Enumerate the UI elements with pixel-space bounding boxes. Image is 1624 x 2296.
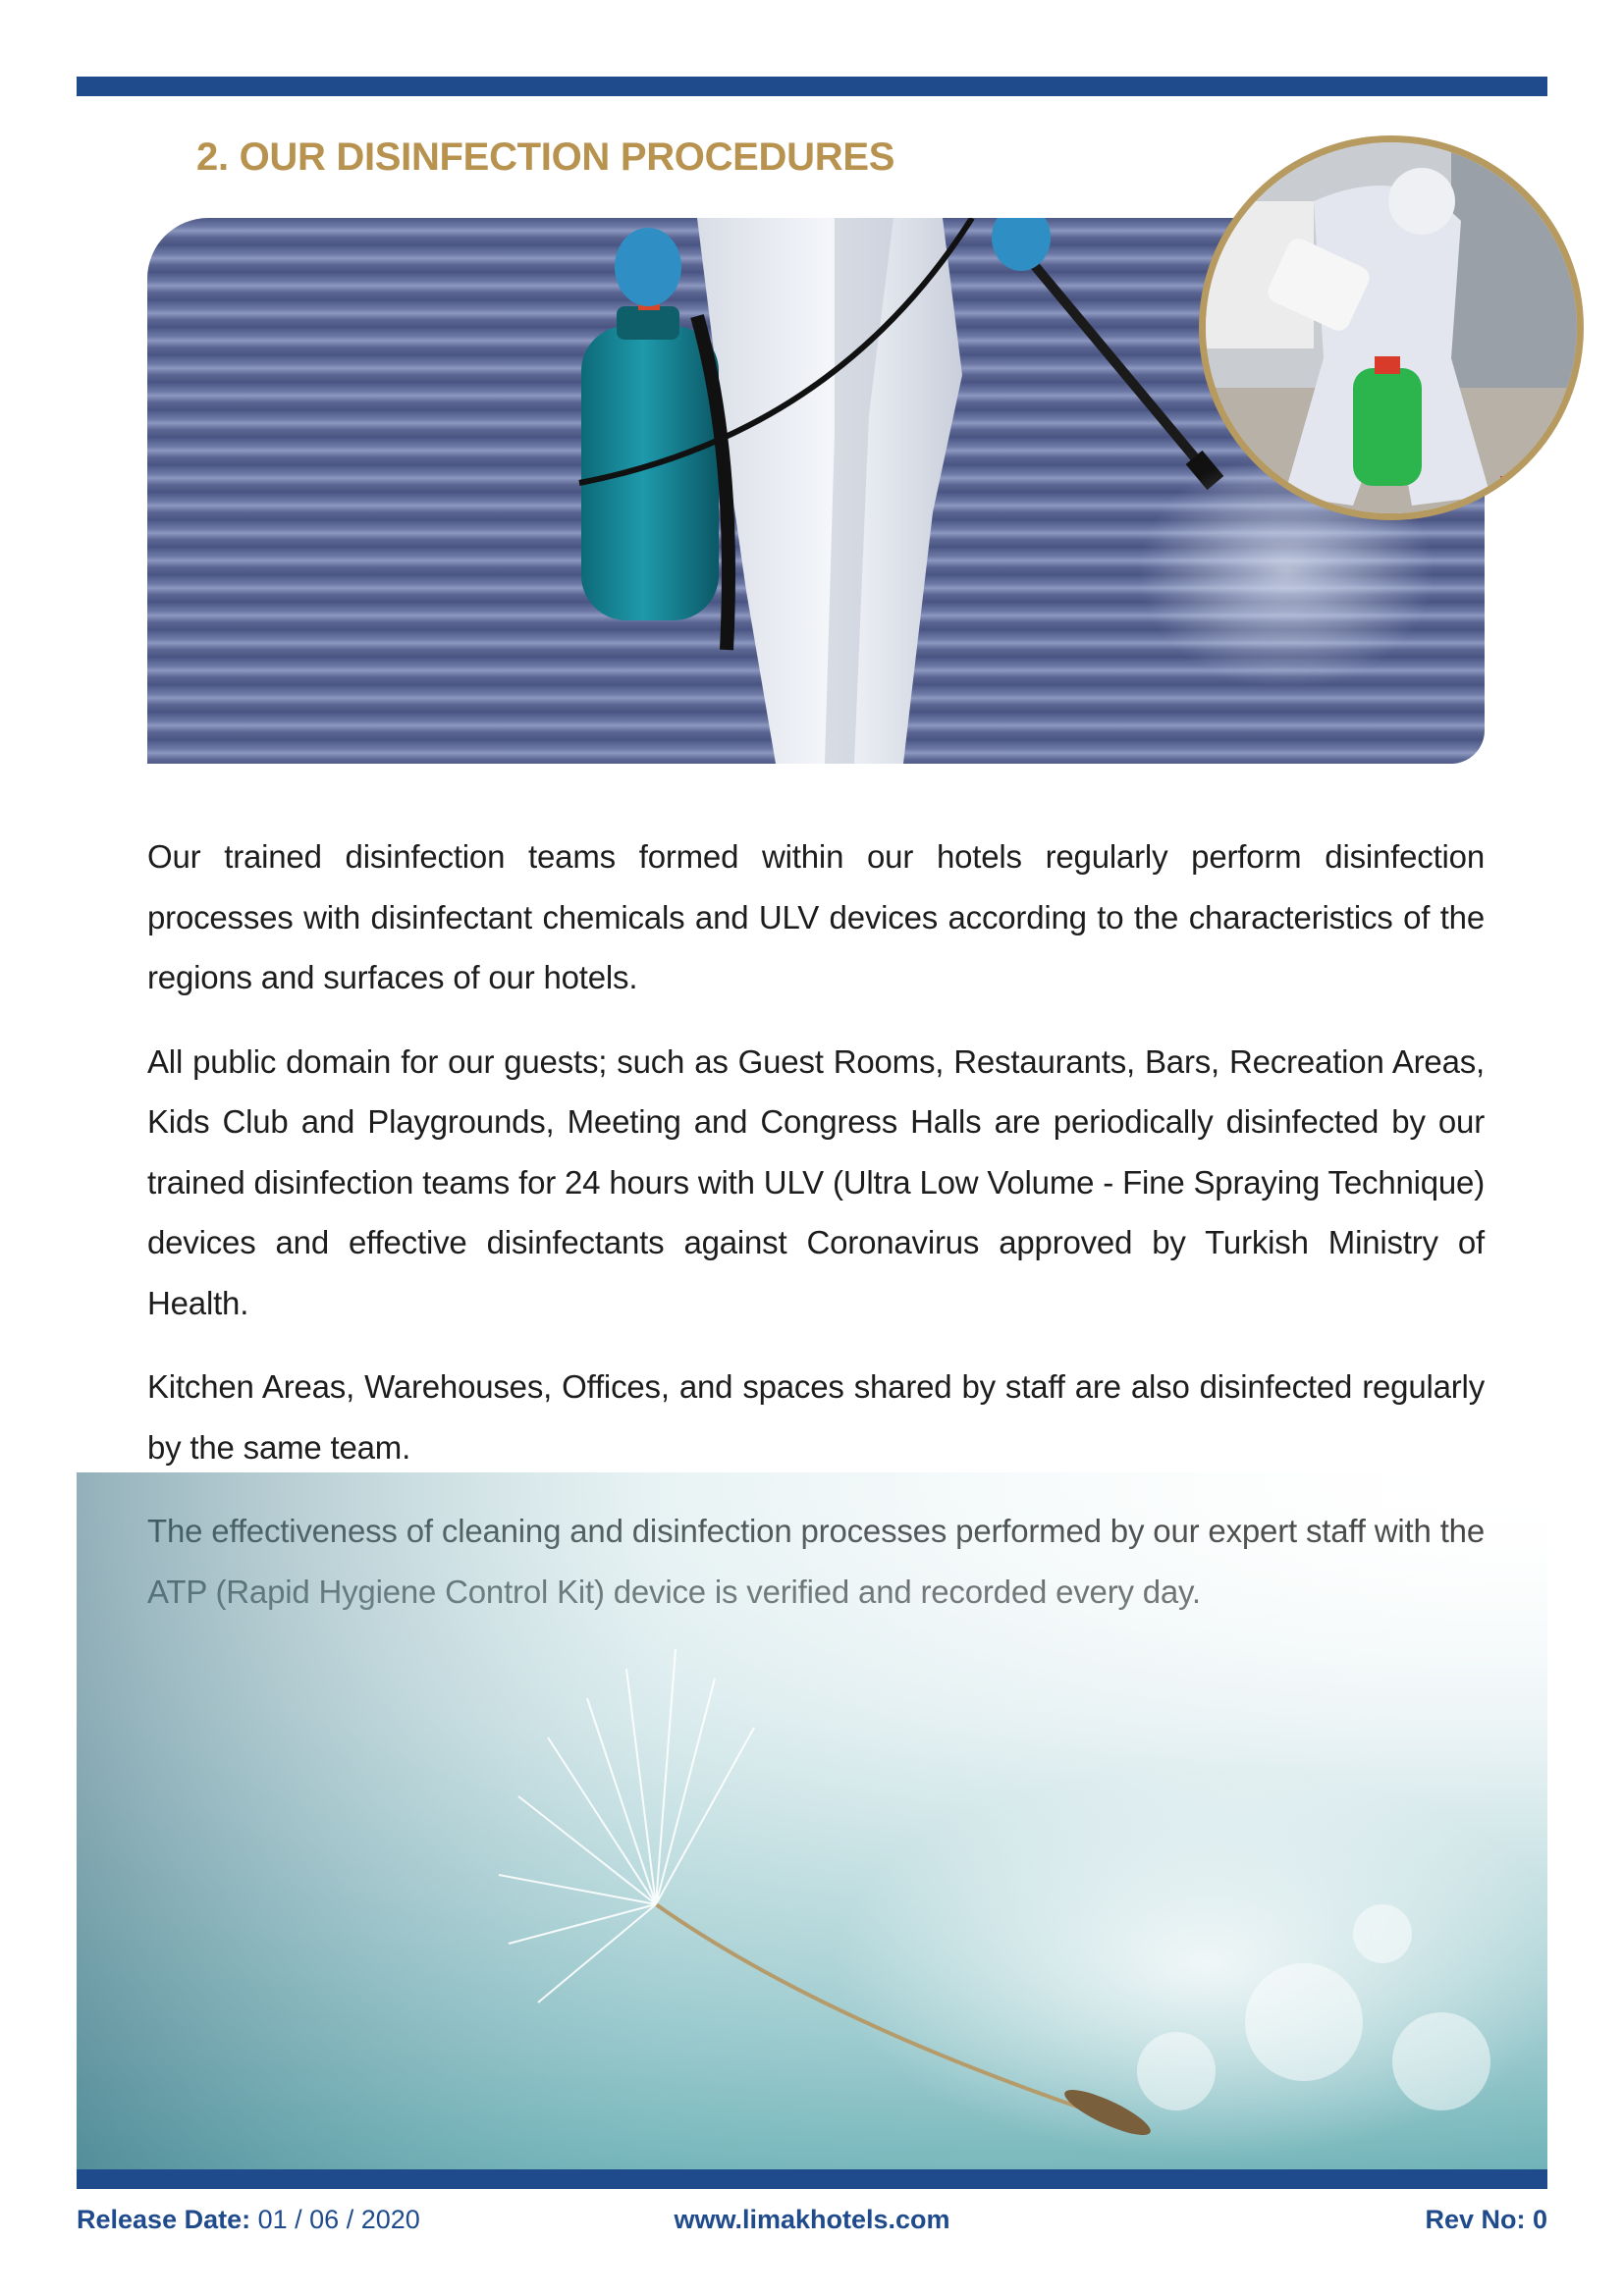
top-accent-bar	[77, 77, 1547, 96]
paragraph-3: Kitchen Areas, Warehouses, Offices, and spaces shared by staff are also disinfected regularly by the same team.	[147, 1368, 1485, 1466]
page-title: 2. OUR DISINFECTION PROCEDURES	[196, 135, 895, 179]
release-date-value: 01 / 06 / 2020	[257, 2205, 420, 2234]
bottom-accent-bar	[77, 2169, 1547, 2189]
paragraph-1: Our trained disinfection teams formed within our hotels regularly perform disinfection processes with disinfectant chemicals and ULV devices according to the characteristics of the regions and surfaces of our hotels.	[147, 838, 1485, 995]
paragraph-2: All public domain for our guests; such as Guest Rooms, Restaurants, Bars, Recreation Areas, Kids Club and Playgrounds, Meeting and Congress Halls are periodically disinfected by our trained disinfection teams for 24 hours with ULV (Ultra Low Volume - Fine Spraying Technique) devices and effective disinfectants against Coronavirus approved by Turkish Ministry of Health.	[147, 1042, 1485, 1321]
revision-number: Rev No: 0	[1425, 2205, 1547, 2234]
website-link[interactable]: www.limakhotels.com	[674, 2205, 950, 2234]
dandelion-background-image	[77, 1472, 1547, 2169]
page-footer	[77, 2205, 1547, 2244]
release-date-label: Release Date:	[77, 2205, 251, 2234]
inset-photo-filling-sprayer	[1199, 135, 1584, 520]
